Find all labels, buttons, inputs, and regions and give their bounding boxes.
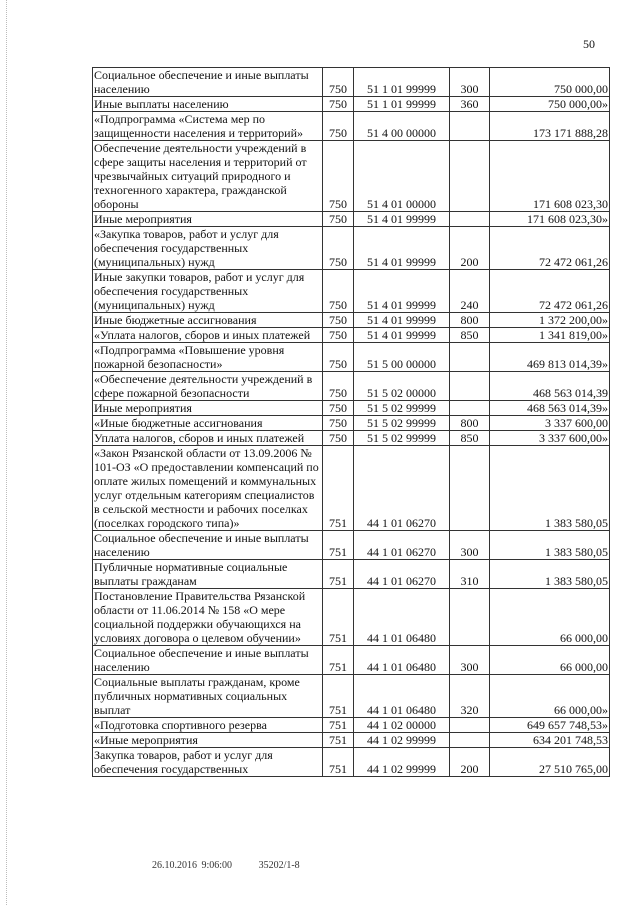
row-csr-cell: 51 4 01 99999 (354, 270, 450, 313)
row-vr-cell (450, 446, 490, 531)
row-ved-cell: 751 (323, 589, 354, 646)
row-vr-cell (450, 343, 490, 372)
row-ved-cell: 750 (323, 416, 354, 431)
row-name-cell: «Иные бюджетные ассигнования (93, 416, 323, 431)
row-vr-cell (450, 141, 490, 212)
row-ved-cell: 751 (323, 718, 354, 733)
row-csr-cell: 51 4 01 99999 (354, 328, 450, 343)
row-name-cell: «Подпрограмма «Система мер по защищенности населения и территорий» (93, 112, 323, 141)
table-row (93, 141, 610, 212)
row-sum-cell: 66 000,00 (490, 646, 610, 675)
row-name-cell: Иные закупки товаров, работ и услуг для обеспечения государственных (муниципальных) нужд (93, 270, 323, 313)
table-row (93, 112, 610, 141)
row-sum-cell: 468 563 014,39» (490, 401, 610, 416)
table-row (93, 68, 610, 97)
row-name-cell: Публичные нормативные социальные выплаты гражданам (93, 560, 323, 589)
row-csr-cell: 44 1 02 99999 (354, 733, 450, 748)
row-csr-cell: 51 4 01 99999 (354, 227, 450, 270)
row-vr-cell (450, 401, 490, 416)
table-row (93, 97, 610, 112)
row-ved-cell: 750 (323, 112, 354, 141)
row-name-cell: Иные бюджетные ассигнования (93, 313, 323, 328)
row-ved-cell: 750 (323, 97, 354, 112)
row-vr-cell: 200 (450, 227, 490, 270)
row-ved-cell: 750 (323, 212, 354, 227)
table-row (93, 589, 610, 646)
row-ved-cell: 751 (323, 646, 354, 675)
footer-doc-code: 35202/1-8 (258, 860, 300, 871)
row-vr-cell (450, 372, 490, 401)
row-vr-cell: 320 (450, 675, 490, 718)
table-row (93, 416, 610, 431)
table-row (93, 646, 610, 675)
table-row (93, 313, 610, 328)
row-name-cell: «Подготовка спортивного резерва (93, 718, 323, 733)
row-sum-cell: 469 813 014,39» (490, 343, 610, 372)
row-ved-cell: 751 (323, 560, 354, 589)
row-vr-cell (450, 112, 490, 141)
budget-table-body (93, 68, 610, 777)
row-sum-cell: 3 337 600,00» (490, 431, 610, 446)
row-name-cell: «Иные мероприятия (93, 733, 323, 748)
row-vr-cell: 800 (450, 416, 490, 431)
row-csr-cell: 51 5 02 99999 (354, 431, 450, 446)
row-ved-cell: 750 (323, 401, 354, 416)
row-name-cell: Постановление Правительства Рязанской области от 11.06.2014 № 158 «О мере социальной поддержки обучающихся на условиях договора о целевом обучении» (93, 589, 323, 646)
row-csr-cell: 51 4 01 99999 (354, 313, 450, 328)
row-sum-cell: 1 383 580,05 (490, 531, 610, 560)
row-name-cell: «Закон Рязанской области от 13.09.2006 № 101-ОЗ «О предоставлении компенсаций по оплате жилых помещений и коммунальных услуг отдельным категориям специалистов в сельской местности и рабочих поселках (поселках городского типа)» (93, 446, 323, 531)
row-vr-cell: 240 (450, 270, 490, 313)
page-number: 50 (583, 37, 595, 51)
row-ved-cell: 750 (323, 372, 354, 401)
row-vr-cell: 310 (450, 560, 490, 589)
row-sum-cell: 171 608 023,30» (490, 212, 610, 227)
row-sum-cell: 1 372 200,00» (490, 313, 610, 328)
row-sum-cell: 66 000,00» (490, 675, 610, 718)
row-sum-cell: 66 000,00 (490, 589, 610, 646)
row-vr-cell (450, 718, 490, 733)
table-row (93, 748, 610, 777)
row-sum-cell: 750 000,00» (490, 97, 610, 112)
row-vr-cell: 850 (450, 431, 490, 446)
row-vr-cell (450, 589, 490, 646)
table-row (93, 431, 610, 446)
row-ved-cell: 750 (323, 68, 354, 97)
row-csr-cell: 51 4 01 00000 (354, 141, 450, 212)
row-csr-cell: 44 1 01 06270 (354, 531, 450, 560)
row-sum-cell: 72 472 061,26 (490, 270, 610, 313)
row-csr-cell: 44 1 01 06480 (354, 675, 450, 718)
row-vr-cell: 300 (450, 68, 490, 97)
row-ved-cell: 750 (323, 313, 354, 328)
row-name-cell: Иные мероприятия (93, 212, 323, 227)
row-sum-cell: 173 171 888,28 (490, 112, 610, 141)
table-row (93, 227, 610, 270)
row-vr-cell: 300 (450, 531, 490, 560)
row-name-cell: Социальное обеспечение и иные выплаты населению (93, 531, 323, 560)
row-ved-cell: 750 (323, 270, 354, 313)
row-csr-cell: 51 4 00 00000 (354, 112, 450, 141)
row-name-cell: Иные мероприятия (93, 401, 323, 416)
row-name-cell: «Уплата налогов, сборов и иных платежей (93, 328, 323, 343)
row-ved-cell: 751 (323, 748, 354, 777)
table-row (93, 328, 610, 343)
row-csr-cell: 51 5 00 00000 (354, 343, 450, 372)
table-row (93, 531, 610, 560)
row-name-cell: Социальное обеспечение и иные выплаты населению (93, 646, 323, 675)
table-row (93, 372, 610, 401)
row-vr-cell: 200 (450, 748, 490, 777)
row-name-cell: Обеспечение деятельности учреждений в сфере защиты населения и территорий от чрезвычайных ситуаций природного и техногенного характера, гражданской обороны (93, 141, 323, 212)
row-name-cell: Социальное обеспечение и иные выплаты населению (93, 68, 323, 97)
row-csr-cell: 44 1 02 00000 (354, 718, 450, 733)
table-row (93, 560, 610, 589)
row-csr-cell: 51 5 02 99999 (354, 401, 450, 416)
row-sum-cell: 649 657 748,53» (490, 718, 610, 733)
row-name-cell: «Закупка товаров, работ и услуг для обеспечения государственных (муниципальных) нужд (93, 227, 323, 270)
row-ved-cell: 750 (323, 431, 354, 446)
row-name-cell: Уплата налогов, сборов и иных платежей (93, 431, 323, 446)
row-vr-cell: 300 (450, 646, 490, 675)
row-ved-cell: 751 (323, 446, 354, 531)
table-row (93, 675, 610, 718)
row-ved-cell: 751 (323, 733, 354, 748)
footer-stamp (152, 860, 300, 871)
row-csr-cell: 44 1 01 06480 (354, 646, 450, 675)
row-vr-cell: 850 (450, 328, 490, 343)
row-csr-cell: 44 1 02 99999 (354, 748, 450, 777)
row-vr-cell (450, 733, 490, 748)
table-row (93, 401, 610, 416)
row-name-cell: Закупка товаров, работ и услуг для обеспечения государственных (93, 748, 323, 777)
row-sum-cell: 1 383 580,05 (490, 446, 610, 531)
row-sum-cell: 750 000,00 (490, 68, 610, 97)
row-vr-cell (450, 212, 490, 227)
table-row (93, 446, 610, 531)
row-csr-cell: 51 1 01 99999 (354, 97, 450, 112)
row-sum-cell: 171 608 023,30 (490, 141, 610, 212)
table-row (93, 718, 610, 733)
row-csr-cell: 44 1 01 06270 (354, 446, 450, 531)
row-name-cell: «Подпрограмма «Повышение уровня пожарной безопасности» (93, 343, 323, 372)
table-row (93, 270, 610, 313)
row-ved-cell: 751 (323, 531, 354, 560)
row-ved-cell: 750 (323, 343, 354, 372)
row-name-cell: Социальные выплаты гражданам, кроме публичных нормативных социальных выплат (93, 675, 323, 718)
footer-timestamp: 26.10.2016 9:06:00 (152, 860, 233, 871)
row-csr-cell: 44 1 01 06270 (354, 560, 450, 589)
row-sum-cell: 3 337 600,00 (490, 416, 610, 431)
row-vr-cell: 800 (450, 313, 490, 328)
row-name-cell: Иные выплаты населению (93, 97, 323, 112)
table-row (93, 733, 610, 748)
row-ved-cell: 750 (323, 141, 354, 212)
row-sum-cell: 1 383 580,05 (490, 560, 610, 589)
row-sum-cell: 27 510 765,00 (490, 748, 610, 777)
row-ved-cell: 751 (323, 675, 354, 718)
row-csr-cell: 44 1 01 06480 (354, 589, 450, 646)
row-name-cell: «Обеспечение деятельности учреждений в сфере пожарной безопасности (93, 372, 323, 401)
budget-table (92, 67, 610, 777)
row-csr-cell: 51 1 01 99999 (354, 68, 450, 97)
row-sum-cell: 468 563 014,39 (490, 372, 610, 401)
row-vr-cell: 360 (450, 97, 490, 112)
row-sum-cell: 634 201 748,53 (490, 733, 610, 748)
row-sum-cell: 1 341 819,00» (490, 328, 610, 343)
scan-edge (6, 0, 7, 905)
row-ved-cell: 750 (323, 328, 354, 343)
row-csr-cell: 51 4 01 99999 (354, 212, 450, 227)
row-csr-cell: 51 5 02 99999 (354, 416, 450, 431)
table-row (93, 343, 610, 372)
row-sum-cell: 72 472 061,26 (490, 227, 610, 270)
row-csr-cell: 51 5 02 00000 (354, 372, 450, 401)
row-ved-cell: 750 (323, 227, 354, 270)
table-row (93, 212, 610, 227)
